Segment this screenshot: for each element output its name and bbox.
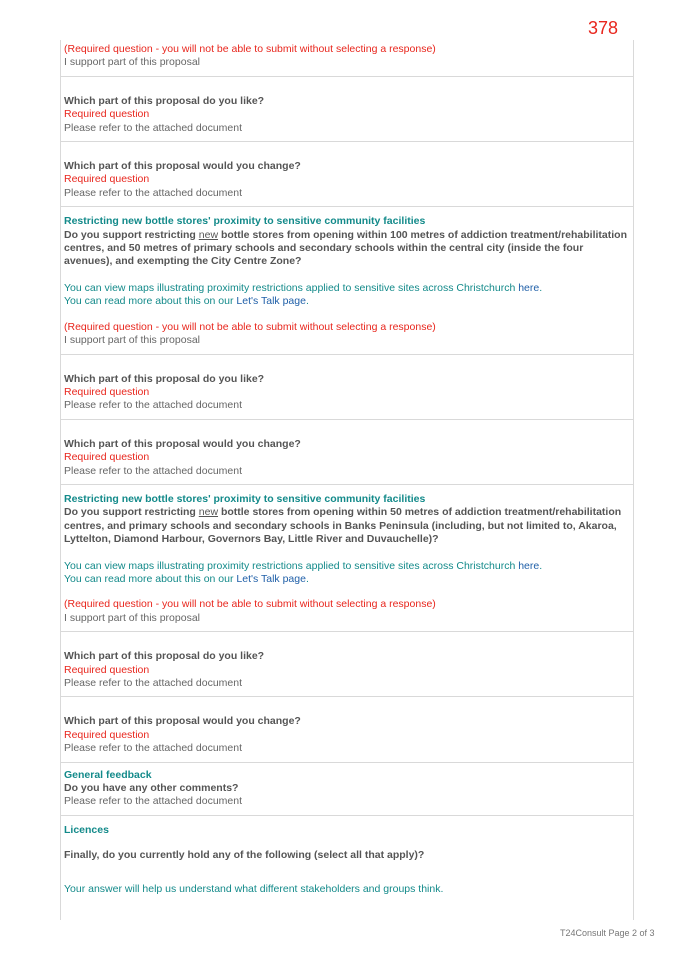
- lets-talk-link[interactable]: Let's Talk page: [236, 295, 306, 308]
- like-question: Which part of this proposal do you like?: [64, 94, 265, 107]
- support-answer: I support part of this proposal: [64, 56, 200, 69]
- lets-talk-link[interactable]: Let's Talk page: [236, 572, 306, 585]
- general-question: Do you have any other comments?: [64, 782, 239, 795]
- general-title: General feedback: [64, 768, 152, 781]
- maps-text: You can view maps illustrating proximity restrictions applied to sensitive sites across Christchurch: [64, 559, 519, 572]
- required-label: Required question: [64, 108, 150, 121]
- like-question: Which part of this proposal do you like?: [64, 372, 265, 385]
- support-answer: I support part of this proposal: [64, 611, 200, 624]
- required-label: Required question: [64, 728, 150, 741]
- maps-link[interactable]: here: [518, 281, 540, 294]
- proximity-section-city: [61, 207, 633, 312]
- read-more-line: You can read more about this on our Let's Talk page.: [64, 295, 309, 308]
- question-rest: bottle stores from opening within 100 metres of addiction treatment/rehabilitation centres, and 50 metres of primary schools and secondary schools within the central city (inside the four avenues), and exempting the City Centre Zone?: [64, 228, 627, 268]
- change-block: [61, 420, 633, 485]
- required-note: (Required question - you will not be able to submit without selecting a response): [64, 43, 436, 55]
- change-block: [61, 697, 633, 762]
- licences-title: Licences: [64, 823, 109, 836]
- maps-text: You can view maps illustrating proximity restrictions applied to sensitive sites across Christchurch: [64, 281, 519, 294]
- support-answer-block: [61, 313, 633, 355]
- form-content: [60, 40, 634, 920]
- like-block: [61, 632, 633, 697]
- page-number: 378: [587, 18, 618, 38]
- licences-block: [61, 816, 633, 900]
- general-answer: Please refer to the attached document: [64, 795, 243, 808]
- maps-line: You can view maps illustrating proximity restrictions applied to sensitive sites across Christchurch here.: [64, 559, 543, 572]
- proximity-section-banks-peninsula: [61, 485, 633, 590]
- section-title: Restricting new bottle stores' proximity to sensitive community facilities: [64, 492, 426, 505]
- required-label: Required question: [64, 173, 150, 186]
- read-more-line: You can read more about this on our Let's Talk page.: [64, 572, 309, 585]
- maps-line: You can view maps illustrating proximity restrictions applied to sensitive sites across Christchurch here.: [64, 281, 543, 294]
- support-answer: I support part of this proposal: [64, 334, 200, 347]
- support-answer-block: [61, 40, 633, 77]
- change-answer: Please refer to the attached document: [64, 464, 243, 477]
- general-feedback-block: [61, 763, 633, 816]
- section-title: Restricting new bottle stores' proximity to sensitive community facilities: [64, 215, 426, 228]
- like-question: Which part of this proposal do you like?: [64, 650, 265, 663]
- change-question: Which part of this proposal would you change?: [64, 437, 301, 450]
- change-answer: Please refer to the attached document: [64, 742, 243, 755]
- required-note: (Required question - you will not be able to submit without selecting a response): [64, 320, 436, 333]
- section-question: [64, 229, 629, 269]
- like-answer: Please refer to the attached document: [64, 677, 243, 689]
- question-new: new: [198, 506, 219, 519]
- like-answer: Please refer to the attached document: [64, 121, 243, 134]
- required-label: Required question: [64, 385, 150, 398]
- change-block: [61, 142, 633, 207]
- change-question: Which part of this proposal would you change?: [64, 160, 301, 173]
- change-answer: Please refer to the attached document: [64, 186, 243, 199]
- licences-question: Finally, do you currently hold any of the following (select all that apply)?: [64, 849, 425, 862]
- question-prefix: Do you support restricting: [64, 228, 199, 241]
- like-block: [61, 77, 633, 142]
- question-rest: bottle stores from opening within 50 metres of addiction treatment/rehabilitation centres, and primary schools and secondary schools in Banks Peninsula (including, but not limited to, Akaroa, Lyttelton, Diamond Harbour, Governors Bay, Little River and Duvauchelle)?: [64, 506, 622, 546]
- maps-link[interactable]: here: [518, 559, 540, 572]
- like-answer: Please refer to the attached document: [64, 399, 243, 412]
- read-more-text: You can read more about this on our: [64, 572, 237, 585]
- licences-note: Your answer will help us understand what different stakeholders and groups think.: [64, 882, 444, 895]
- required-label: Required question: [64, 663, 150, 676]
- change-question: Which part of this proposal would you change?: [64, 715, 301, 728]
- read-more-text: You can read more about this on our: [64, 295, 237, 308]
- required-note: (Required question - you will not be able to submit without selecting a response): [64, 598, 436, 611]
- question-prefix: Do you support restricting: [64, 506, 199, 519]
- page-footer: T24Consult Page 2 of 3: [560, 928, 655, 938]
- support-answer-block: [61, 590, 633, 632]
- required-label: Required question: [64, 451, 150, 464]
- question-new: new: [198, 228, 219, 241]
- like-block: [61, 355, 633, 420]
- section-question: [64, 506, 629, 546]
